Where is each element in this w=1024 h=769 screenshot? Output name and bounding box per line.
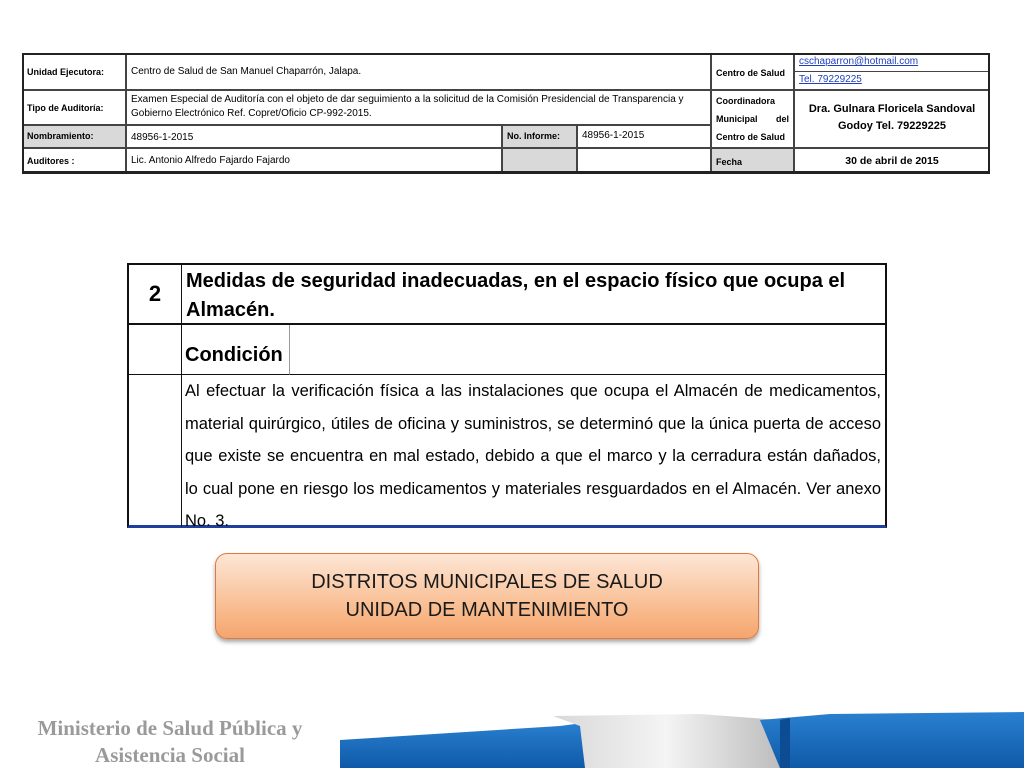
- finding-blank-cell-2: [127, 375, 182, 528]
- footer-blue-band-left: [340, 722, 590, 768]
- finding-blank-cell: [127, 325, 182, 375]
- finding-number: 2: [127, 263, 182, 325]
- ministry-line-2: Asistencia Social: [95, 743, 245, 767]
- nombramiento-label: Nombramiento:: [22, 125, 126, 148]
- callout-line-1: DISTRITOS MUNICIPALES DE SALUD: [311, 571, 663, 593]
- fecha-value: 30 de abril de 2015: [794, 148, 990, 174]
- auditores-value: Lic. Antonio Alfredo Fajardo Fajardo: [126, 148, 502, 174]
- ministry-line-1: Ministerio de Salud Pública y: [37, 716, 303, 740]
- footer-blue-band-right: [760, 712, 1024, 768]
- auditores-label: Auditores :: [22, 148, 126, 174]
- del-label: del: [775, 114, 789, 124]
- coordinadora-label-cell: [711, 90, 794, 148]
- unidad-ejecutora-value: Centro de Salud de San Manuel Chaparrón, Jalapa.: [126, 53, 711, 90]
- fecha-label: Fecha: [711, 148, 794, 174]
- districts-callout: [215, 553, 759, 639]
- empty-shaded-cell: [502, 148, 577, 174]
- ministry-logo-text: [20, 715, 320, 769]
- finding-block: [127, 263, 887, 528]
- no-informe-value: 48956-1-2015: [577, 125, 711, 148]
- tel-cell: [794, 71, 990, 90]
- footer-silver-band: [553, 714, 780, 768]
- coordinadora-value: Dra. Gulnara Floricela Sandoval Godoy Tel. 79229225: [794, 90, 990, 148]
- footer-dark-accent: [780, 718, 790, 768]
- callout-line-2: UNIDAD DE MANTENIMIENTO: [345, 599, 629, 621]
- email-cell: [794, 53, 990, 72]
- condition-heading: Condición: [182, 325, 290, 375]
- tipo-auditoria-value: Examen Especial de Auditoría con el objeto de dar seguimiento a la solicitud de la Comisión Presidencial de Transparencia y Gobierno Electrónico Ref. Copret/Oficio CP-992-2015.: [126, 90, 711, 125]
- empty-cell: [577, 148, 711, 174]
- condition-heading-spacer: [290, 325, 887, 375]
- no-informe-label: No. Informe:: [502, 125, 577, 148]
- tipo-auditoria-label: Tipo de Auditoría:: [22, 90, 126, 125]
- centro-salud-sub-label: Centro de Salud: [716, 132, 786, 142]
- tel-link[interactable]: Tel. 79229225: [799, 74, 862, 85]
- municipal-label: Municipal: [716, 114, 758, 124]
- unidad-ejecutora-label: Unidad Ejecutora:: [22, 53, 126, 90]
- coordinadora-label: Coordinadora: [716, 96, 776, 106]
- audit-header-table: [22, 53, 990, 174]
- finding-title: Medidas de seguridad inadecuadas, en el espacio físico que ocupa el Almacén.: [182, 263, 887, 325]
- centro-salud-label: Centro de Salud: [711, 53, 794, 90]
- condition-text: Al efectuar la verificación física a las instalaciones que ocupa el Almacén de medicamentos, material quirúrgico, útiles de oficina y suministros, se determinó que la única puerta de acceso que existe se encuentra en mal estado, debido a que el marco y la cerradura están dañados, lo cual pone en riesgo los medicamentos y materiales resguardados en el Almacén. Ver anexo No. 3.: [182, 375, 887, 528]
- nombramiento-value: 48956-1-2015: [126, 125, 502, 148]
- email-link[interactable]: cschaparron@hotmail.com: [799, 56, 919, 67]
